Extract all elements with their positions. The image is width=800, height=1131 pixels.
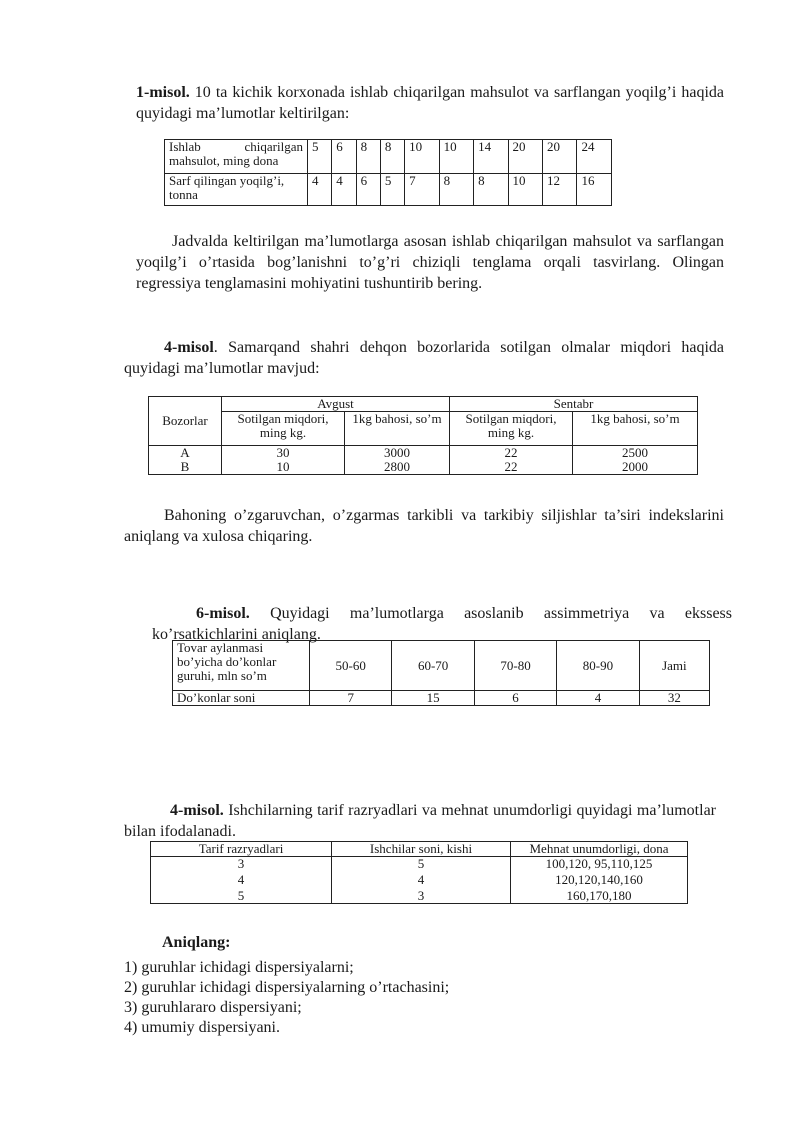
table-row — [149, 412, 698, 446]
ex2-cell: 2500 — [573, 446, 698, 461]
ex2-header-qty: Sotilgan miqdori, ming kg. — [222, 412, 345, 446]
ex2-cell: 2000 — [573, 460, 698, 475]
ex2-header-avgust: Avgust — [222, 397, 450, 412]
ex1-cell: 10 — [439, 140, 473, 174]
ex2-cell: 2800 — [345, 460, 450, 475]
table-row — [165, 174, 612, 206]
ex3-group: 60-70 — [392, 641, 474, 691]
table-row — [151, 857, 688, 872]
ex2-cell: 10 — [222, 460, 345, 475]
ex1-cell: 5 — [380, 174, 404, 206]
table-row — [173, 641, 710, 691]
list-item: 2) guruhlar ichidagi dispersiyalarning o’rtachasini; — [124, 979, 450, 996]
ex1-cell: 5 — [308, 140, 332, 174]
ex2-header-price: 1kg bahosi, so’m — [573, 412, 698, 446]
ex2-header-sentabr: Sentabr — [450, 397, 698, 412]
ex1-cell: 6 — [356, 174, 380, 206]
ex4-cell: 100,120, 95,110,125 — [511, 857, 688, 872]
ex1-cell: 4 — [308, 174, 332, 206]
ex4-cell: 3 — [332, 887, 511, 904]
ex1-cell: 10 — [405, 140, 439, 174]
list-item: 1) guruhlar ichidagi dispersiyalarni; — [124, 959, 354, 976]
ex4-cell: 160,170,180 — [511, 887, 688, 904]
ex1-cell: 16 — [577, 174, 612, 206]
ex4-cell: 5 — [332, 857, 511, 872]
ex4-table — [150, 841, 688, 904]
ex4-cell: 5 — [151, 887, 332, 904]
ex4-header: Mehnat unumdorligi, dona — [511, 842, 688, 857]
ex1-cell: 24 — [577, 140, 612, 174]
ex1-cell: 14 — [474, 140, 508, 174]
ex3-row-label: Do’konlar soni — [173, 691, 310, 706]
ex1-cell: 8 — [474, 174, 508, 206]
ex1-task: Jadvalda keltirilgan ma’lumotlarga asosan ishlab chiqarilgan mahsulot va sarflangan yoqilg’i o’rtasida bog’lanishni to’g’ri chiziqli tenglama orqali tasvirlang. Olingan regressiya tenglamasini mohiyatini tushuntirib bering. — [136, 233, 724, 292]
ex1-table — [164, 139, 612, 206]
ex1-cell: 8 — [439, 174, 473, 206]
ex4-intro — [124, 800, 716, 842]
ex2-header-price: 1kg bahosi, so’m — [345, 412, 450, 446]
ex1-cell: 7 — [405, 174, 439, 206]
ex2-cell: 22 — [450, 446, 573, 461]
table-row — [165, 140, 612, 174]
ex3-table — [172, 640, 710, 706]
aniqlang-heading: Aniqlang: — [162, 934, 231, 951]
ex4-cell: 120,120,140,160 — [511, 871, 688, 887]
ex1-cell: 12 — [543, 174, 577, 206]
ex4-cell: 3 — [151, 857, 332, 872]
ex1-intro-text: 10 ta kichik korxonada ishlab chiqarilgan mahsulot va sarflangan yoqilg’i haqida quyidagi ma’lumotlar keltirilgan: — [136, 84, 724, 122]
ex2-task: Bahoning o’zgaruvchan, o’zgarmas tarkibli va tarkibiy siljishlar ta’siri indekslarini aniqlang va xulosa chiqaring. — [124, 507, 724, 545]
ex3-group: 50-60 — [310, 641, 392, 691]
ex3-intro — [152, 603, 732, 645]
ex2-header-bozorlar: Bozorlar — [149, 397, 222, 446]
ex4-cell: 4 — [332, 871, 511, 887]
ex1-row2-label: Sarf qilingan yoqilg’i, tonna — [165, 174, 308, 206]
ex3-group: 70-80 — [474, 641, 556, 691]
list-item: 3) guruhlararo dispersiyani; — [124, 999, 302, 1016]
ex1-cell: 6 — [332, 140, 356, 174]
ex1-row1-label: Ishlab chiqarilgan mahsulot, ming dona — [165, 140, 308, 174]
table-row — [151, 842, 688, 857]
ex3-count: 32 — [639, 691, 709, 706]
ex1-cell: 10 — [508, 174, 542, 206]
ex3-count: 6 — [474, 691, 556, 706]
ex1-cell: 20 — [508, 140, 542, 174]
ex3-group: 80-90 — [557, 641, 639, 691]
ex2-number: 4-misol — [164, 339, 214, 356]
ex3-count: 4 — [557, 691, 639, 706]
ex3-header-group: Tovar aylanmasi bo’yicha do’konlar guruhi, mln so’m — [173, 641, 310, 691]
ex4-header: Ishchilar soni, kishi — [332, 842, 511, 857]
table-row — [151, 887, 688, 904]
ex1-intro — [136, 82, 724, 124]
ex2-table — [148, 396, 698, 475]
ex3-intro-text: Quyidagi ma’lumotlarga asoslanib assimmetriya va ekssess ko’rsatkichlarini aniqlang. — [152, 605, 732, 643]
ex2-intro-text: . Samarqand shahri dehqon bozorlarida sotilgan olmalar miqdori haqida quyidagi ma’lumotlar mavjud: — [124, 339, 724, 377]
ex4-number: 4-misol. — [170, 802, 224, 819]
ex3-count: 7 — [310, 691, 392, 706]
table-row — [149, 397, 698, 412]
list-item: 4) umumiy dispersiyani. — [124, 1019, 280, 1036]
ex2-cell: 30 — [222, 446, 345, 461]
ex2-cell: 3000 — [345, 446, 450, 461]
ex2-cell: B — [149, 460, 222, 475]
ex4-intro-text: Ishchilarning tarif razryadlari va mehnat unumdorligi quyidagi ma’lumotlar bilan ifodalanadi. — [124, 802, 716, 840]
ex4-cell: 4 — [151, 871, 332, 887]
ex1-cell: 20 — [543, 140, 577, 174]
ex1-cell: 8 — [380, 140, 404, 174]
table-row — [149, 460, 698, 475]
ex1-cell: 8 — [356, 140, 380, 174]
task-list — [124, 958, 449, 1038]
ex3-count: 15 — [392, 691, 474, 706]
ex2-cell: 22 — [450, 460, 573, 475]
ex1-cell: 4 — [332, 174, 356, 206]
ex2-intro — [124, 337, 724, 379]
table-row — [151, 871, 688, 887]
table-row — [173, 691, 710, 706]
ex4-header: Tarif razryadlari — [151, 842, 332, 857]
table-row — [149, 446, 698, 461]
ex3-number: 6-misol. — [196, 605, 250, 622]
ex2-cell: A — [149, 446, 222, 461]
ex1-number: 1-misol. — [136, 84, 190, 101]
ex3-group: Jami — [639, 641, 709, 691]
ex2-header-qty: Sotilgan miqdori, ming kg. — [450, 412, 573, 446]
